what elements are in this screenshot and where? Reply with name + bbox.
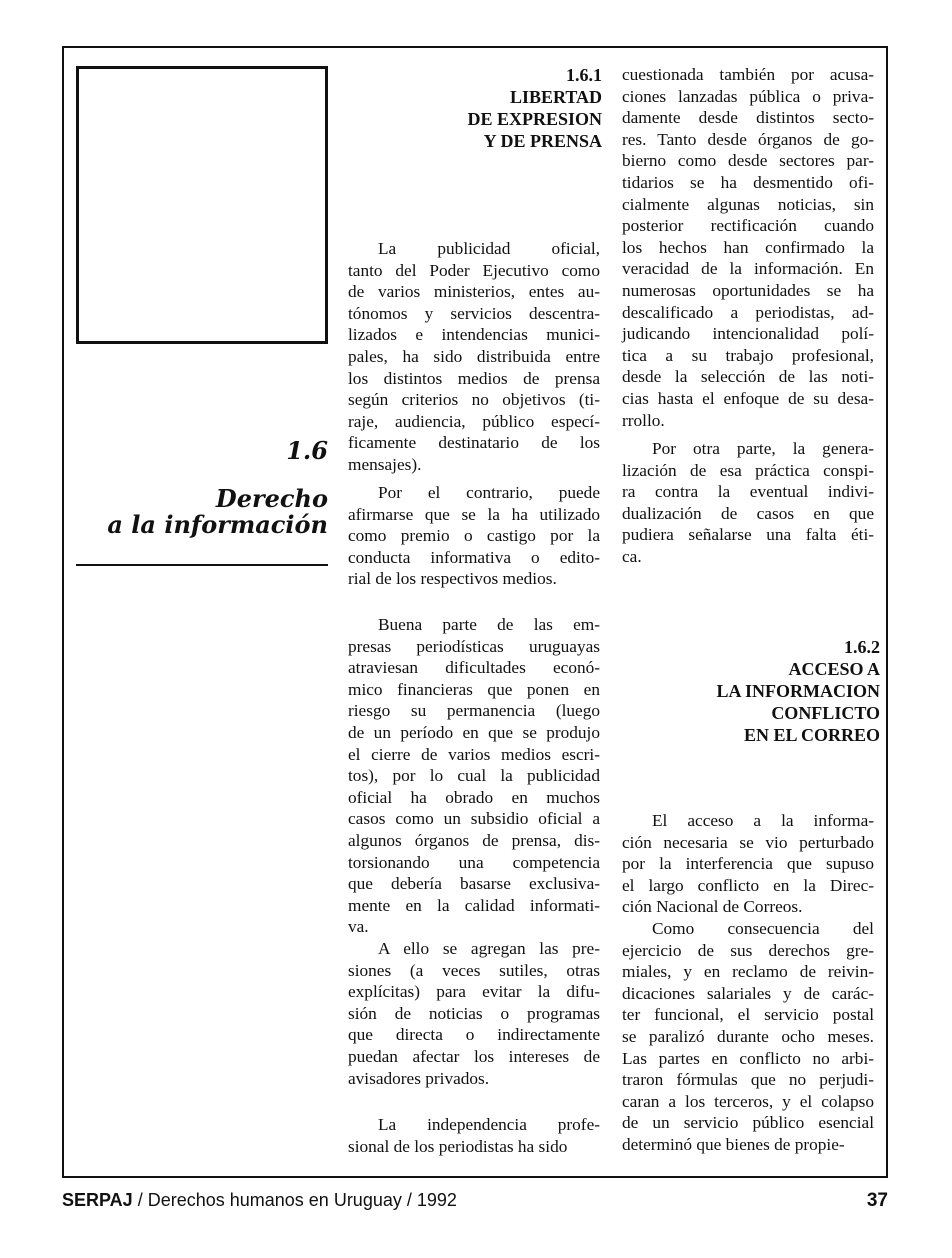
section-title-line2: a la información <box>107 510 328 539</box>
text-line: miales, y en reclamo de reivin- <box>622 962 874 982</box>
text-line: bierno como desde sectores par- <box>622 151 874 171</box>
text-line: La independencia profe- <box>378 1115 600 1134</box>
subsection-title-line: LIBERTAD <box>509 87 602 107</box>
text-line: sional de los periodistas ha sido <box>348 1136 568 1156</box>
subsection-number: 1.6.1 <box>566 65 602 85</box>
text-line: tanto del Poder Ejecutivo como <box>348 260 600 280</box>
text-line: cuestionada también por acusa- <box>622 65 874 84</box>
text-line: los hechos han confirmado la <box>622 237 874 257</box>
subsection-title-line: LA INFORMACION <box>716 681 880 701</box>
text-line: riesgo su permanencia (luego <box>348 701 600 721</box>
footer-publisher: SERPAJ <box>62 1190 133 1210</box>
text-line: mico financieras que ponen en <box>348 679 600 699</box>
text-line: raje, audiencia, público especí- <box>348 411 600 431</box>
text-line: A ello se agregan las pre- <box>378 939 600 958</box>
text-line: tica a su trabajo profesional, <box>622 345 874 365</box>
text-line: posterior rectificación cuando <box>622 216 874 236</box>
text-line: avisadores privados. <box>348 1068 490 1088</box>
section-title <box>76 486 328 538</box>
text-line: Las partes en conflicto no arbi- <box>622 1048 874 1068</box>
paragraph <box>348 938 600 1089</box>
text-line: algunos órganos de prensa, dis- <box>348 830 600 850</box>
text-line: lización de esa práctica conspi- <box>622 460 874 480</box>
text-line: como premio o castigo por la <box>348 526 600 546</box>
subsection-title-line: ACCESO A <box>788 659 880 679</box>
text-line: de un período en que se produjo <box>348 722 600 742</box>
paragraph <box>348 238 600 476</box>
text-line: ción necesaria se vio perturbado <box>622 832 874 852</box>
text-line: pales, ha sido distribuida entre <box>348 346 600 366</box>
text-line: desde la selección de las noti- <box>622 367 874 387</box>
text-line: tónomos y servicios descentra- <box>348 303 600 323</box>
subsection-heading-1-6-2 <box>620 636 880 746</box>
text-line: determinó que bienes de propie- <box>622 1134 845 1154</box>
text-line: dualización de casos en que <box>622 503 874 523</box>
text-line: ciones lanzadas pública o priva- <box>622 86 874 106</box>
paragraph <box>348 1114 600 1157</box>
page-number: 37 <box>866 1190 888 1211</box>
text-line: mente en la calidad informati- <box>348 895 600 915</box>
text-line: dicaciones salariales y de carác- <box>622 983 874 1003</box>
text-line: traron fórmulas que no perjudi- <box>622 1070 874 1090</box>
text-line: atraviesan dificultades econó- <box>348 658 600 678</box>
text-line: mensajes). <box>348 454 422 474</box>
section-number: 1.6 <box>286 436 328 465</box>
subsection-title-line: DE EXPRESION <box>467 109 602 129</box>
image-placeholder-box <box>76 66 328 344</box>
footer-citation <box>62 1190 457 1211</box>
text-line: oficial ha obrado en muchos <box>348 787 600 807</box>
subsection-title-line: Y DE PRENSA <box>483 131 602 151</box>
section-title-line1: Derecho <box>215 484 328 513</box>
paragraph <box>622 918 874 1156</box>
text-line: Por otra parte, la genera- <box>652 439 874 458</box>
text-line: afirmarse que se la ha utilizado <box>348 504 600 524</box>
text-line: Buena parte de las em- <box>378 615 600 634</box>
paragraph <box>622 438 874 568</box>
text-line: caran a los terceros, y el colapso <box>622 1091 874 1111</box>
text-line: cias hasta el enfoque de su desa- <box>622 388 874 408</box>
text-line: los distintos medios de prensa <box>348 368 600 388</box>
text-line: que debería basarse exclusiva- <box>348 874 600 894</box>
text-line: res. Tanto desde órganos de go- <box>622 129 874 149</box>
text-line: ca. <box>622 546 642 566</box>
text-line: casos como un subsidio oficial a <box>348 809 600 829</box>
subsection-title-line: EN EL CORREO <box>743 725 880 745</box>
text-line: ter funcional, el servicio postal <box>622 1005 874 1025</box>
text-line: veracidad de la información. En <box>622 259 874 279</box>
paragraph <box>348 614 600 938</box>
paragraph <box>622 64 874 431</box>
paragraph <box>622 810 874 918</box>
text-line: el cierre de varios medios escri- <box>348 744 600 764</box>
text-line: ejercicio de sus derechos gre- <box>622 940 874 960</box>
text-line: ción Nacional de Correos. <box>622 897 803 917</box>
text-line: va. <box>348 917 369 937</box>
text-line: torsionando una competencia <box>348 852 600 872</box>
text-line: se paralizó durante ocho meses. <box>622 1026 874 1046</box>
text-line: ra contra la eventual indivi- <box>622 482 874 502</box>
text-line: tos), por lo cual la publicidad <box>348 766 600 786</box>
margin-mark <box>62 1088 64 1102</box>
text-line: Como consecuencia del <box>652 919 874 938</box>
text-line: El acceso a la informa- <box>652 811 874 830</box>
text-line: presas periodísticas uruguayas <box>348 636 600 656</box>
section-divider <box>76 564 328 566</box>
text-line: numerosas oportunidades se ha <box>622 280 874 300</box>
text-line: de varios ministerios, entes au- <box>348 282 600 302</box>
text-line: conducta informativa o edito- <box>348 547 600 567</box>
text-line: Por el contrario, puede <box>378 483 600 502</box>
text-line: puedan afectar los intereses de <box>348 1046 600 1066</box>
subsection-heading-1-6-1 <box>346 64 602 152</box>
footer-title: / Derechos humanos en Uruguay / 1992 <box>132 1190 457 1210</box>
text-line: el largo conflicto en la Direc- <box>622 875 874 895</box>
subsection-number: 1.6.2 <box>844 637 880 657</box>
text-line: que directa o indirectamente <box>348 1025 600 1045</box>
text-line: ficamente destinatario de los <box>348 433 600 453</box>
text-line: La publicidad oficial, <box>378 239 600 258</box>
text-line: por la interferencia que supuso <box>622 854 874 874</box>
text-line: judicando intencionalidad polí- <box>622 324 874 344</box>
paragraph <box>348 482 600 590</box>
text-line: rial de los respectivos medios. <box>348 569 557 589</box>
text-line: según criterios no objetivos (ti- <box>348 390 600 410</box>
text-line: lizados e intendencias munici- <box>348 325 600 345</box>
text-line: damente desde distintos secto- <box>622 108 874 128</box>
text-line: pudiera señalarse una falta éti- <box>622 525 874 545</box>
subsection-title-line: CONFLICTO <box>771 703 880 723</box>
text-line: siones (a veces sutiles, otras <box>348 960 600 980</box>
text-line: rrollo. <box>622 410 665 430</box>
text-line: cialmente algunas noticias, sin <box>622 194 874 214</box>
text-line: tidarios se ha desmentido ofi- <box>622 172 874 192</box>
text-line: sión de noticias o programas <box>348 1003 600 1023</box>
text-line: descalificado a periodistas, ad- <box>622 302 874 322</box>
text-line: explícitas) para evitar la difu- <box>348 982 600 1002</box>
text-line: de un servicio público esencial <box>622 1113 874 1133</box>
